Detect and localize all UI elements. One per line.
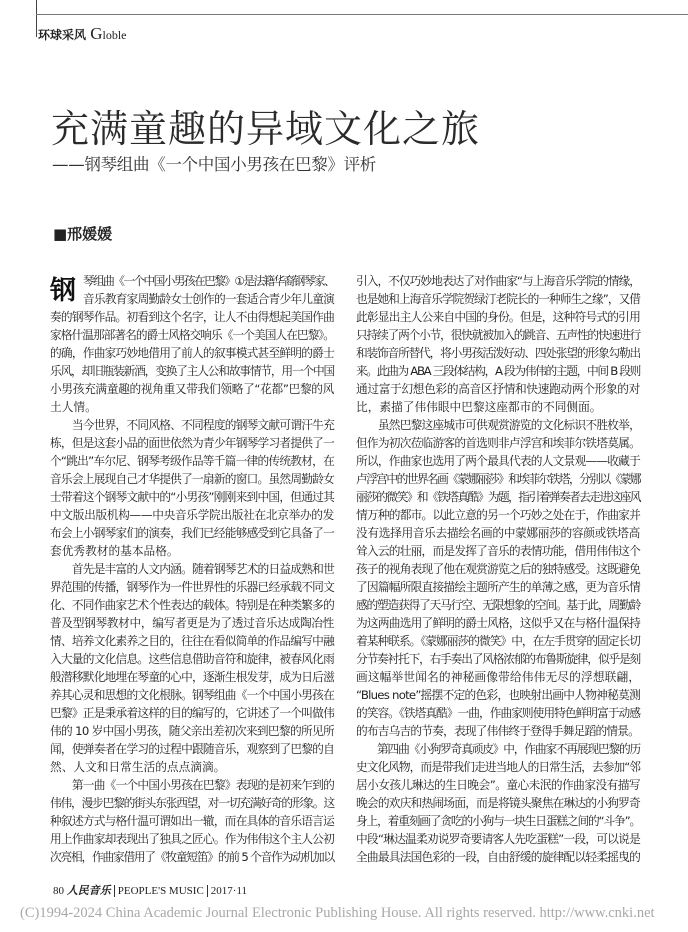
page-footer xyxy=(53,884,247,898)
page-number: 80 xyxy=(53,885,64,897)
text-line: 第一曲《一个中国小男孩在巴黎》表现的是初来乍到的 xyxy=(50,778,334,792)
text-line: 中段“琳达温柔劝说罗奇要请客人先吃蛋糕”一段，可以说是 xyxy=(356,832,640,846)
text-line: 卢浮宫中的世界名画《蒙娜丽莎》和埃菲尔铁塔，分别以《蒙娜 xyxy=(356,472,640,486)
section-label-en-initial: G xyxy=(90,24,103,43)
text-line: 的布吉乌吉的节奏，表现了伟伟终于登得手舞足蹈的情景。 xyxy=(356,724,639,738)
text-line: 了因篇幅所限直接描绘主题所产生的单薄之感，更为音乐情 xyxy=(356,580,640,594)
text-line: 史文化风物，而是带我们走进当地人的日常生活，去参加“邻 xyxy=(356,760,640,774)
magazine-logo: 人民音乐 xyxy=(66,884,111,897)
text-line: 中文版出版机构——中央音乐学院出版社在北京举办的发 xyxy=(50,508,334,522)
text-line: 全曲最具法国色彩的一段，自由舒缓的旋律配以轻柔摇曳的 xyxy=(356,850,640,864)
text-line: 为这两曲选用了鲜明的爵士风格，这似乎又在与格什温保持 xyxy=(356,616,640,630)
text-line: 此彰显出主人公来自中国的身份。但是，这种符号式的引用 xyxy=(356,310,640,324)
text-line: 伟伟，漫步巴黎的街头东张西望，对一切充满好奇的形象。这 xyxy=(50,796,334,810)
text-line: 孩子的视角表现了他在观赏游览之后的独特感受。这既避免 xyxy=(356,562,640,576)
text-line: 化、不同作曲家艺术个性表达的载体。特别是在种类繁多的 xyxy=(50,598,334,612)
text-line: 然、人文和日常生活的点点滴滴。 xyxy=(50,760,226,774)
text-line: 引入，不仅巧妙地表达了对作曲家“与上海音乐学院的情缘， xyxy=(356,274,640,288)
drop-cap: 钢 xyxy=(50,276,77,306)
text-line: 乐风，却旧瓶装新酒，变换了主人公和故事情节，用一个中国 xyxy=(50,364,334,378)
text-line: 次亮相，作曲家借用了《牧童短笛》的前 5 个音作为动机加以 xyxy=(50,850,334,864)
text-line: 比，素描了伟伟眼中巴黎这座都市的不同侧面。 xyxy=(356,400,602,414)
text-line: 个“跳出”车尔尼、钢琴考级作品等千篇一律的传统教材，在 xyxy=(50,454,334,468)
text-line: 伟的 10 岁中国小男孩，随父亲出差初次来到巴黎的所见所 xyxy=(50,724,334,738)
text-line: 小男孩充满童趣的视角重又带我们领略了“花都”巴黎的风 xyxy=(50,382,334,396)
footer-divider xyxy=(207,885,208,897)
magazine-name-en: PEOPLE'S MUSIC xyxy=(117,885,204,897)
text-line: 普及型钢琴教材中，编写者更是为了透过音乐达成陶冶性 xyxy=(50,616,334,630)
text-line: 分节奏衬托下，右手奏出了风格浓郁的布鲁斯旋律，似乎是刻 xyxy=(356,652,640,666)
text-line: 所以，作曲家也选用了两个最具代表的人文景观——收藏于 xyxy=(356,454,640,468)
text-line: 画这幅举世闻名的神秘画像带给伟伟无尽的浮想联翩， xyxy=(356,670,640,684)
text-line: “Blues note”摇摆不定的色彩，也映射出画中人物神秘莫测 xyxy=(356,688,640,702)
text-line: 家格什温那部著名的爵士风格交响乐《一个美国人在巴黎》。 xyxy=(50,328,334,342)
text-line: 奏的钢琴作品。初看到这个名字，让人不由得想起美国作曲 xyxy=(50,310,334,324)
text-line: 种叙述方式与格什温可谓如出一辙，而在具体的音乐语言运 xyxy=(50,814,334,828)
text-line: 也是她和上海音乐学院贺绿汀老院长的一种师生之缘”，又借 xyxy=(356,292,640,306)
section-label-en xyxy=(90,24,127,43)
text-line: 首先是丰富的人文内涵。随着钢琴艺术的日益成熟和世 xyxy=(50,562,334,576)
text-line: 丽莎的微笑》和《铁塔真酷》为题，指引着弹奏者去走进这座风 xyxy=(356,490,640,504)
text-line: 情、培养文化素养之目的，往往在看似简单的作品编写中融 xyxy=(50,634,334,648)
section-label xyxy=(38,24,126,45)
text-line: 布会上小钢琴家们的演奏，我们已经能够感受到它具备了一 xyxy=(50,526,334,540)
text-line: 晚会的欢庆和热闹场面，而是将镜头聚焦在琳达的小狗罗奇 xyxy=(356,796,640,810)
text-line: 养其心灵和思想的文化根脉。钢琴组曲《一个中国小男孩在 xyxy=(50,688,334,702)
text-line: 感的塑造获得了天马行空、无限想象的空间。基于此，周勤龄 xyxy=(356,598,640,612)
copyright-watermark: (C)1994-2024 China Academic Journal Electronic Publishing House. All rights reserved. http://www.cnki.net xyxy=(20,905,655,921)
left-column xyxy=(50,272,334,866)
header-rule xyxy=(36,14,688,15)
text-line: 音乐会上展现自己才华提供了一扇新的窗口。虽然周勤龄女 xyxy=(50,472,334,486)
text-line: 套优秀教材的基本品格。 xyxy=(50,544,179,558)
text-line: 栋，但是这套小品的面世依然为青少年钢琴学习者提供了一 xyxy=(50,436,334,450)
text-line: 土人情。 xyxy=(50,400,97,414)
article-title: 充满童趣的异域文化之旅 xyxy=(51,107,481,151)
text-line: 情万种的都市。以此立意的另一个巧妙之处在于，作曲家并 xyxy=(356,508,640,522)
text-line: 来。此曲为 ABA 三段体结构，A 段为伟伟的主题，中间 B 段则 xyxy=(356,364,640,378)
header-vertical-rule xyxy=(36,0,37,37)
section-label-en-rest: loble xyxy=(102,28,127,42)
text-line: 当今世界，不同风格、不同程度的钢琴文献可谓汗牛充 xyxy=(50,418,334,432)
text-line: 虽然巴黎这座城市可供观赏游览的文化标识不胜枚举， xyxy=(356,418,640,432)
text-line: 第四曲《小狗罗奇真顽皮》中，作曲家不再展现巴黎的历 xyxy=(356,742,640,756)
text-line: 居小女孩儿琳达的生日晚会”。童心未泯的作曲家没有描写 xyxy=(356,778,640,792)
footer-divider xyxy=(114,885,115,897)
text-line: 着某种联系。《蒙娜丽莎的微笑》中，在左手贯穿的固定长切 xyxy=(356,634,640,648)
text-line: 入大量的文化信息。这些信息借助音符和旋律，被春风化雨 xyxy=(50,652,334,666)
text-line: 界范围的传播，钢琴作为一件世界性的乐器已经承载不同文 xyxy=(50,580,334,594)
text-line: 耸入云的壮丽，而是发挥了音乐的表情功能，借用伟伟这个 xyxy=(356,544,640,558)
section-label-cn: 环球采风 xyxy=(38,28,87,42)
article-author: ■邢媛媛 xyxy=(53,225,113,243)
text-line: 闻，使弹奏者在学习的过程中跟随音乐，观察到了巴黎的自 xyxy=(50,742,334,756)
text-line: 琴组曲《一个中国小男孩在巴黎》①是法籍华裔钢琴家、 xyxy=(83,274,334,288)
issue-number: 2017·11 xyxy=(210,885,248,897)
text-line: 没有选择用音乐去描绘名画的中蒙娜丽莎的容颜或铁塔高 xyxy=(356,526,640,540)
text-line: 和装饰音所替代，将小男孩活泼好动、四处张望的形象勾勒出 xyxy=(356,346,640,360)
text-line: 只持续了两个小节，很快就被加入的跳音、五声性的快速进行 xyxy=(356,328,640,342)
text-line: 士带着这个钢琴文献中的“小男孩”刚刚来到中国，但通过其 xyxy=(50,490,334,504)
text-line: 身上，着重刻画了贪吃的小狗与一块生日蛋糕之间的“斗争”。 xyxy=(356,814,640,828)
text-line: 巴黎》正是秉承着这样的目的编写的，它讲述了一个叫做伟 xyxy=(50,706,334,720)
article-subtitle: ——钢琴组曲《一个中国小男孩在巴黎》评析 xyxy=(52,155,377,174)
text-line: 的笑容。《铁塔真酷》一曲，作曲家则使用特色鲜明富于动感 xyxy=(356,706,640,720)
text-line: 但作为初次莅临游客的首选则非卢浮宫和埃菲尔铁塔莫属。 xyxy=(356,436,640,450)
text-line: 的确，作曲家巧妙地借用了前人的叙事模式甚至鲜明的爵士 xyxy=(50,346,334,360)
right-column xyxy=(356,272,640,866)
text-line: 般潜移默化地埋在琴童的心中，逐渐生根发芽，成为日后滋 xyxy=(50,670,334,684)
text-line: 音乐教育家周勤龄女士创作的一套适合青少年儿童演 xyxy=(83,292,334,306)
text-line: 通过富于幻想色彩的高音区抒情和快速跑动两个形象的对 xyxy=(356,382,640,396)
text-line: 用上作曲家却表现出了独具之匠心。作为伟伟这个主人公初 xyxy=(50,832,334,846)
